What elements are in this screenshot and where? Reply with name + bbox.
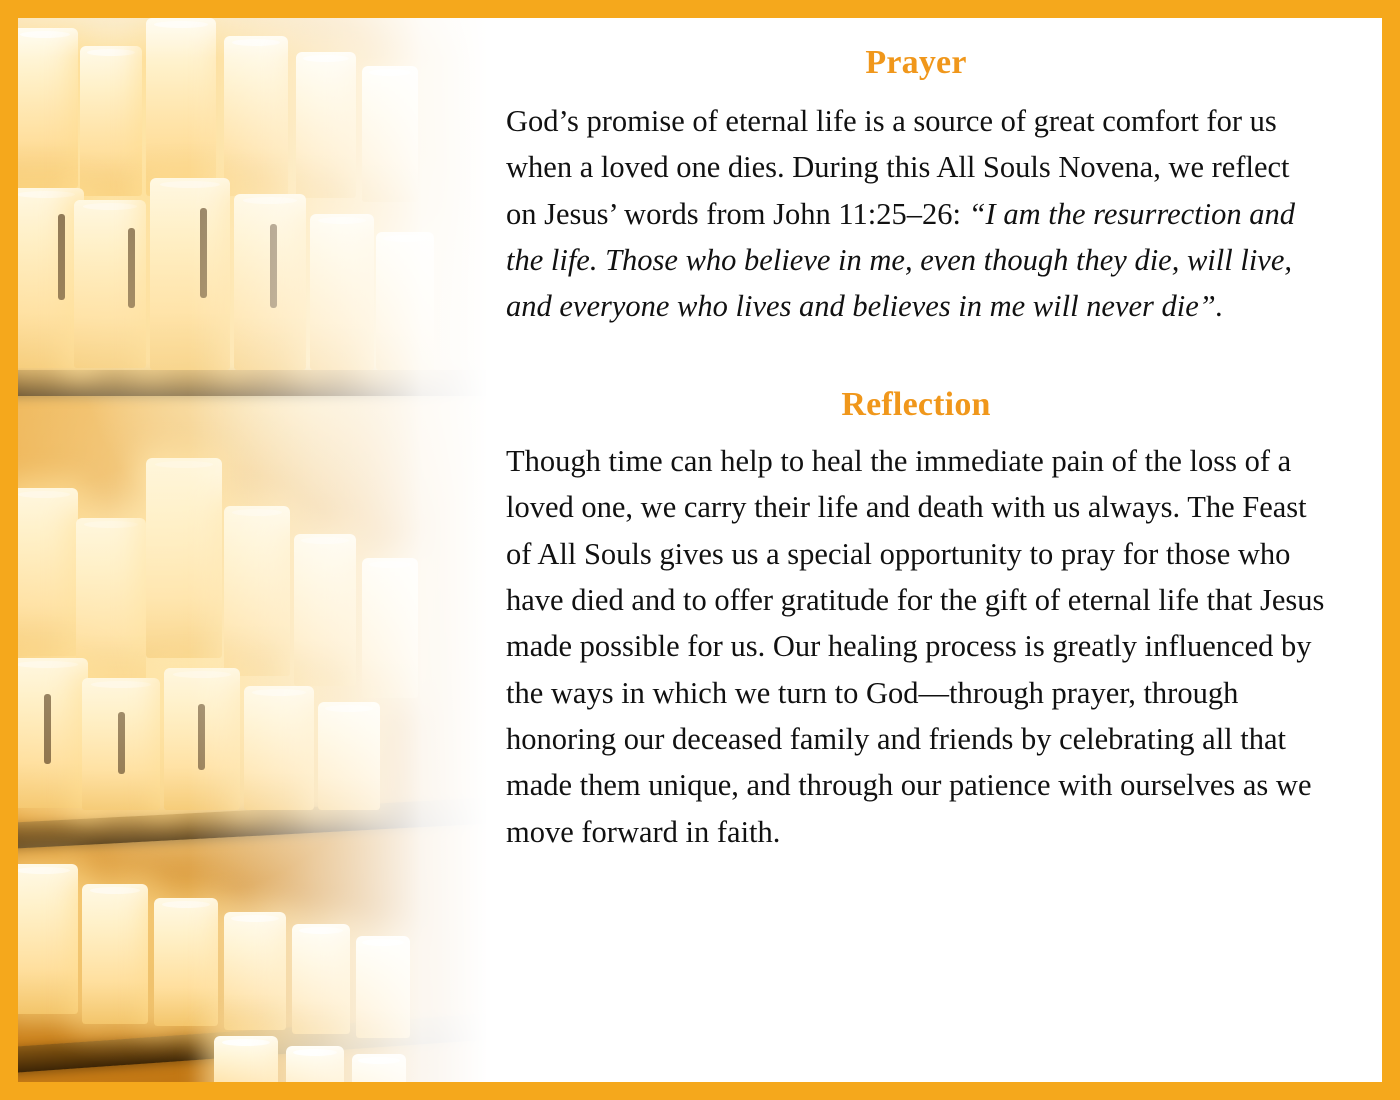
candles-background — [18, 18, 488, 1082]
candle — [82, 884, 148, 1024]
candle — [146, 18, 216, 196]
candle — [18, 488, 78, 656]
candle — [214, 1036, 278, 1082]
candle — [18, 28, 78, 188]
candle-wick — [44, 694, 51, 764]
candle — [286, 1046, 344, 1082]
candle — [146, 458, 222, 658]
candle-wick — [58, 214, 65, 300]
candle-shelf — [18, 370, 488, 396]
candle — [18, 658, 88, 808]
candle — [150, 178, 230, 370]
candle-wick — [270, 224, 277, 308]
candle — [318, 702, 380, 810]
text-column — [488, 18, 1382, 1082]
candle — [224, 36, 288, 196]
prayer-heading: Prayer — [865, 44, 967, 81]
candle — [376, 232, 434, 370]
candle — [362, 558, 418, 698]
candle — [294, 534, 356, 686]
candle — [224, 506, 290, 676]
candle — [224, 912, 286, 1030]
votive-candles-photo — [18, 18, 488, 1082]
candle — [296, 52, 356, 198]
candle — [154, 898, 218, 1026]
candle — [310, 214, 374, 370]
candle-wick — [128, 228, 135, 308]
candle-wick — [200, 208, 207, 298]
candle — [356, 936, 410, 1038]
prayer-scripture-quote: “I am the resurrection and the life. Those who believe in me, even though they die, will live, and everyone who lives and believes in me will never die”. — [506, 196, 1296, 324]
candle — [244, 686, 314, 810]
prayer-paragraph — [506, 98, 1326, 330]
candle — [352, 1054, 406, 1082]
prayer-lead-text: God’s promise of eternal life is a source of great comfort for us when a loved one dies. During this All Souls Novena, we reflect on Jesus’ words from John 11:25–26: — [506, 104, 1290, 231]
candle — [80, 46, 142, 196]
candle — [362, 66, 418, 202]
reflection-heading: Reflection — [841, 385, 991, 423]
candle-wick — [198, 704, 205, 770]
candle — [18, 864, 78, 1014]
candle — [74, 200, 146, 368]
candle — [292, 924, 350, 1034]
page-inner — [18, 18, 1382, 1082]
candle-wick — [118, 712, 125, 774]
reflection-paragraph: Though time can help to heal the immediate pain of the loss of a loved one, we carry their life and death with us always. The Feast of All Souls gives us a special opportunity to pray for those who have died and to offer gratitude for the gift of eternal life that Jesus made possible for us. Our healing process is greatly influenced by the ways in which we turn to God—through prayer, through honoring our deceased family and friends by celebrating all that made them unique, and through our patience with ourselves as we move forward in faith. — [506, 443, 1325, 849]
